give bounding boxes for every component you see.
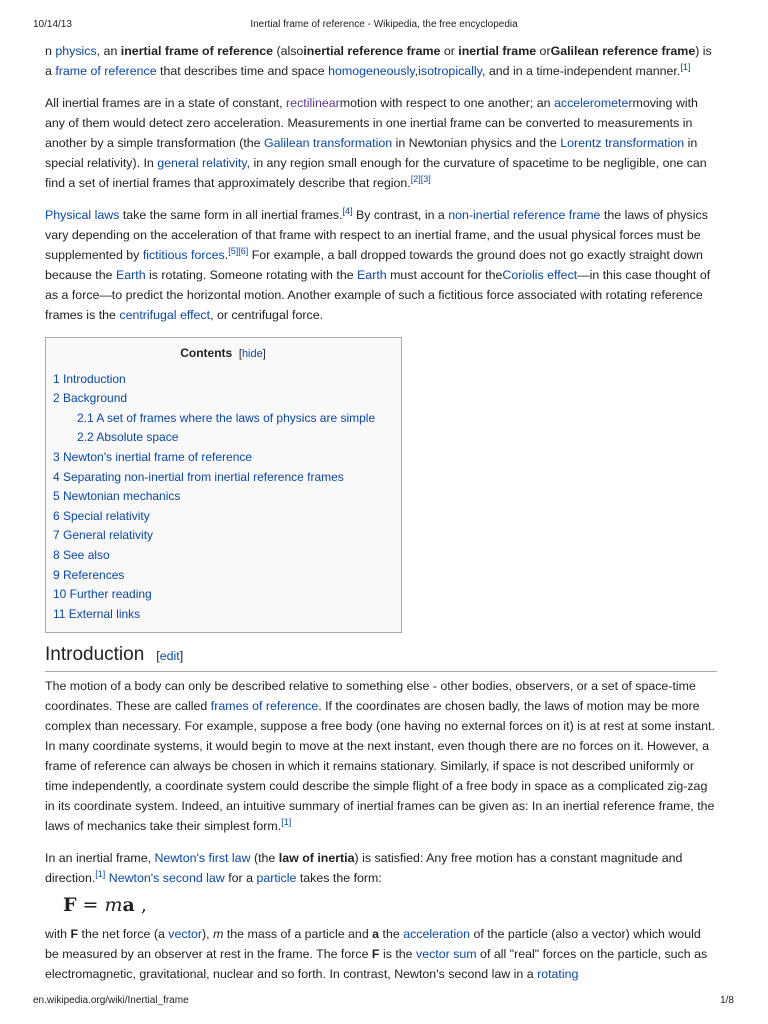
- toc-link-separating[interactable]: 4 Separating non-inertial from inertial reference frames: [53, 469, 344, 484]
- toc-item: [53, 487, 401, 507]
- toc-item: [53, 546, 401, 566]
- toc-item: [53, 585, 401, 605]
- toc-link-absolute-space[interactable]: 2.2 Absolute space: [77, 430, 179, 445]
- link-homogeneously[interactable]: homogeneously: [328, 64, 415, 78]
- toc-link-newtonian-mechanics[interactable]: 5 Newtonian mechanics: [53, 489, 181, 504]
- intro-paragraph-3: with F the net force (a vector), m the mass of a particle and a the acceleration of the particle (also a vector) which would be measured by an observer at rest in the frame. The force F is the vector sum of all "real" forces on the particle, such as electromagnetic, gravitational, nuclear and so forth. In contrast, Newton's second law in a rotating: [45, 927, 708, 982]
- formula-newtons-second-law: F = ma ,: [63, 894, 147, 917]
- print-header: [0, 14, 768, 30]
- link-frames-of-reference[interactable]: frames of reference: [210, 699, 319, 714]
- toc-link-background[interactable]: 2 Background: [53, 391, 128, 406]
- toc-link-further-reading[interactable]: 10 Further reading: [53, 587, 152, 602]
- citation-1c[interactable]: [1]: [95, 869, 106, 880]
- toc-link-references[interactable]: 9 References: [53, 567, 125, 582]
- toc-title: Contents: [180, 346, 233, 360]
- edit-section-link[interactable]: edit: [159, 649, 180, 664]
- article-content: [45, 41, 717, 996]
- lead-paragraph-3: Physical laws take the same form in all inertial frames.[4] By contrast, in a non-inertial reference frame the laws of physics vary depending on the acceleration of that frame with respect to an inertial frame, and the usual physical forces must be supplemented by fictitious forces.[5][6] For example, a ball dropped towards the ground does not go exactly straight down because the Earth is rotating. Someone rotating with the Earth must account for theCoriolis effect—in this case thought of as a force—to predict the horizontal motion. Another example of such a fictitious force associated with rotating reference frames is the centrifugal effect, or centrifugal force.: [45, 205, 711, 322]
- citation-1[interactable]: [1]: [680, 61, 691, 72]
- link-centrifugal-effect[interactable]: centrifugal effect: [119, 308, 211, 322]
- toc-link-general-relativity[interactable]: 7 General relativity: [53, 528, 154, 543]
- link-coriolis-effect[interactable]: Coriolis effect: [502, 268, 578, 282]
- link-isotropically[interactable]: isotropically: [418, 64, 482, 78]
- toc-hide-toggle[interactable]: hide: [241, 348, 263, 360]
- link-rotating[interactable]: rotating: [537, 967, 579, 982]
- toc-item: [53, 468, 401, 488]
- lead-paragraph-2: All inertial frames are in a state of constant, rectilinearmotion with respect to one another; an accelerometermoving with any of them would detect zero acceleration. Measurements in one inertial frame can be converted to measurements in another by a simple transformation (the Galilean transformation in Newtonian physics and the Lorentz transformation in special relativity). In general relativity, in any region small enough for the curvature of spacetime to be negligible, one can find a set of inertial frames that approximately describe that region.[2][3]: [45, 96, 707, 190]
- link-particle[interactable]: particle: [256, 871, 297, 886]
- toc-item: [53, 605, 401, 625]
- link-frame-of-reference[interactable]: frame of reference: [55, 64, 157, 78]
- lead-paragraph-1: n physics, an inertial frame of reference (alsoinertial reference frame or inertial frame orGalilean reference frame) is a frame of reference that describes time and space homogeneously,isotropically, and in a time-independent manner.[1]: [45, 44, 712, 78]
- citation-3[interactable]: [3]: [420, 173, 431, 184]
- toc-item: [53, 389, 401, 409]
- section-title: Introduction: [45, 644, 145, 666]
- toc-item: [53, 566, 401, 586]
- link-galilean-transformation[interactable]: Galilean transformation: [264, 136, 393, 150]
- toc-link-see-also[interactable]: 8 See also: [53, 547, 110, 562]
- citation-6[interactable]: [6]: [238, 245, 249, 256]
- toc-link-introduction[interactable]: 1 Introduction: [53, 371, 126, 386]
- toc-item: [53, 526, 401, 546]
- citation-4[interactable]: [4]: [342, 205, 353, 216]
- citation-5[interactable]: [5]: [228, 245, 239, 256]
- toc-item: [53, 409, 401, 429]
- table-of-contents: [45, 337, 402, 633]
- print-url: en.wikipedia.org/wiki/Inertial_frame: [33, 995, 189, 1006]
- toc-item: [53, 370, 401, 390]
- link-vector-sum[interactable]: vector sum: [416, 947, 477, 962]
- toc-link-simple-frames[interactable]: 2.1 A set of frames where the laws of physics are simple: [77, 410, 376, 425]
- toc-link-newtons-frame[interactable]: 3 Newton's inertial frame of reference: [53, 449, 253, 464]
- toc-item: [53, 507, 401, 527]
- link-newtons-second-law[interactable]: Newton's second law: [108, 871, 225, 886]
- link-general-relativity[interactable]: general relativity: [157, 156, 247, 170]
- toc-link-external-links[interactable]: 11 External links: [53, 606, 141, 621]
- link-non-inertial-reference-frame[interactable]: non-inertial reference frame: [448, 208, 601, 222]
- link-earth-2[interactable]: Earth: [357, 268, 387, 282]
- citation-2[interactable]: [2]: [410, 173, 421, 184]
- toc-list: [53, 370, 401, 625]
- link-accelerometer[interactable]: accelerometer: [553, 96, 633, 110]
- page-number: 1/8: [720, 995, 734, 1006]
- citation-1b[interactable]: [1]: [281, 817, 292, 828]
- link-acceleration[interactable]: acceleration: [403, 927, 471, 942]
- intro-paragraph-1: The motion of a body can only be described relative to something else - other bodies, observers, or a set of space-time coordinates. These are called frames of reference. If the coordinates are chosen badly, the laws of motion may be more complex than necessary. For example, suppose a free body (one having no external forces on it) is at rest at some instant. In many coordinate systems, it would begin to move at the next instant, even though there are no forces on it. However, a frame of reference can always be chosen in which it remains stationary. Similarly, if space is not described uniformly or time independently, a coordinate system could describe the simple flight of a free body in space as a complicated zig-zag in its coordinate system. Indeed, an intuitive summary of inertial frames can be given as: In an inertial reference frame, the laws of mechanics take their simplest form.[1]: [45, 679, 715, 834]
- link-newtons-first-law[interactable]: Newton's first law: [154, 851, 251, 866]
- link-physical-laws[interactable]: Physical laws: [45, 208, 120, 222]
- link-lorentz-transformation[interactable]: Lorentz transformation: [560, 136, 685, 150]
- link-physics[interactable]: physics: [55, 44, 97, 58]
- section-heading-introduction: Introduction [edit]: [45, 643, 717, 672]
- link-fictitious-forces[interactable]: fictitious forces: [142, 248, 225, 262]
- link-earth[interactable]: Earth: [115, 268, 146, 282]
- toc-link-special-relativity[interactable]: 6 Special relativity: [53, 508, 150, 523]
- print-page-title: Inertial frame of reference - Wikipedia, the free encyclopedia: [250, 19, 518, 30]
- toc-title-row: Contents [hide]: [180, 346, 266, 360]
- toc-item: [53, 448, 401, 468]
- link-rectilinear[interactable]: rectilinear: [286, 96, 340, 110]
- toc-item: [53, 428, 401, 448]
- print-date: 10/14/13: [33, 19, 72, 30]
- link-vector[interactable]: vector: [168, 927, 203, 942]
- term-inertial-frame-of-reference: inertial frame of reference: [120, 44, 273, 58]
- intro-paragraph-2: In an inertial frame, Newton's first law (the law of inertia) is satisfied: Any free motion has a constant magnitude and direction.[1] Newton's second law for a particle takes the form:: [45, 851, 683, 886]
